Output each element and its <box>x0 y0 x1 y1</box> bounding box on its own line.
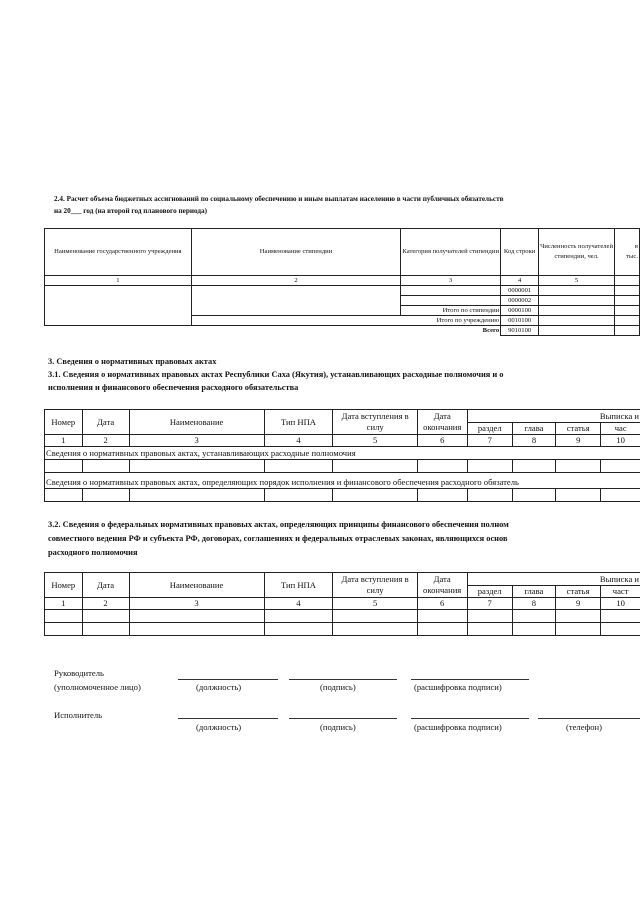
col-header-name: Наименование <box>129 573 264 598</box>
section-3-1-title: 3.1. Сведения о нормативных правовых актах Республики Саха (Якутия), устанавливающих расходные полномочия и о <box>48 370 504 379</box>
col-header-code: Код строки <box>501 229 539 276</box>
section-3-2-title-cont: совместного ведения РФ и субъекта РФ, договорах, соглашениях и федеральных отраслевых законах, являющихся основ <box>48 534 508 543</box>
grand-total-code: 9010100 <box>501 326 539 336</box>
col-number: 7 <box>467 435 512 447</box>
section-2-4-subtitle: на 20___ год (на второй год планового периода) <box>54 207 207 215</box>
head-decoding-line <box>411 679 529 680</box>
empty-cell <box>45 489 83 502</box>
col-header-effective: Дата вступления в силу <box>333 410 417 435</box>
col-header-section: раздел <box>467 423 512 435</box>
col-header-date: Дата <box>82 573 129 598</box>
total-stipend-label: Итого по стипендии <box>401 306 501 316</box>
empty-cell <box>264 623 333 636</box>
col-number: 6 <box>417 598 467 610</box>
col-header-stipend: Наименование стипендии <box>191 229 401 276</box>
empty-cell <box>264 489 333 502</box>
col-header-cut: в тыс. <box>614 229 639 276</box>
empty-cell <box>45 610 83 623</box>
col-header-end: Дата окончания <box>417 410 467 435</box>
head-label-2: (уполномоченное лицо) <box>54 682 141 692</box>
section-3-2-title: 3.2. Сведения о федеральных нормативных правовых актах, определяющих принципы финансового обеспечения полном <box>48 520 509 529</box>
row-code: 0000002 <box>501 296 539 306</box>
col-number: 1 <box>45 435 83 447</box>
col-number: 1 <box>45 598 83 610</box>
col-header-name: Наименование <box>129 410 264 435</box>
col-header-effective: Дата вступления в силу <box>333 573 417 598</box>
empty-cell <box>601 460 640 473</box>
col-number: 3 <box>129 435 264 447</box>
empty-cell <box>82 489 129 502</box>
total-institution-label: Итого по учреждению <box>191 316 500 326</box>
executor-decoding-caption: (расшифровка подписи) <box>414 722 502 732</box>
empty-cell <box>614 316 639 326</box>
col-number: 4 <box>501 276 539 286</box>
section-2-4-title: 2.4. Расчет объема бюджетных ассигнований по социальному обеспечению и иным выплатам населению в части публичных обязательств <box>54 195 504 203</box>
empty-cell <box>601 610 640 623</box>
empty-cell <box>539 286 615 296</box>
empty-cell <box>401 286 501 296</box>
col-header-type: Тип НПА <box>264 573 333 598</box>
col-header-section: раздел <box>467 586 512 598</box>
col-header-type: Тип НПА <box>264 410 333 435</box>
empty-cell <box>417 460 467 473</box>
col-number: 9 <box>555 598 600 610</box>
empty-cell <box>45 623 83 636</box>
grand-total-label: Всего <box>45 326 501 336</box>
col-header-institution: Наименование государственного учреждения <box>45 229 192 276</box>
head-label: Руководитель <box>54 668 104 678</box>
empty-cell <box>555 623 600 636</box>
executor-decoding-line <box>411 718 529 719</box>
empty-cell <box>614 286 639 296</box>
executor-phone-line <box>538 718 640 719</box>
empty-cell <box>129 610 264 623</box>
empty-cell <box>614 326 639 336</box>
col-header-number: Номер <box>45 410 83 435</box>
section-3-1-title-cont: исполнения и финансового обеспечения расходного обязательства <box>48 383 299 392</box>
col-header-extract: Выписка и <box>467 573 640 586</box>
col-header-number: Номер <box>45 573 83 598</box>
empty-cell <box>539 326 615 336</box>
empty-cell <box>401 296 501 306</box>
empty-cell <box>539 316 615 326</box>
col-number: 3 <box>401 276 501 286</box>
empty-cell <box>129 460 264 473</box>
executor-position-line <box>178 718 278 719</box>
col-header-count: Численность получателей стипендии, чел. <box>539 229 615 276</box>
col-number: 10 <box>601 598 640 610</box>
institution-cell <box>45 286 192 326</box>
regional-acts-table <box>44 409 640 502</box>
empty-cell <box>467 460 512 473</box>
head-position-line <box>178 679 278 680</box>
federal-acts-table <box>44 572 640 636</box>
col-number: 5 <box>333 435 417 447</box>
empty-cell <box>512 623 555 636</box>
empty-cell <box>556 460 601 473</box>
empty-cell <box>264 460 333 473</box>
col-number: 4 <box>264 598 333 610</box>
col-header-end: Дата окончания <box>417 573 467 598</box>
head-signature-caption: (подпись) <box>320 682 356 692</box>
col-header-category: Категория получателей стипендии <box>401 229 501 276</box>
empty-cell <box>614 296 639 306</box>
empty-cell <box>539 306 615 316</box>
empty-cell <box>129 489 264 502</box>
empty-cell <box>82 460 129 473</box>
empty-cell <box>417 610 467 623</box>
empty-cell <box>614 306 639 316</box>
executor-signature-line <box>289 718 397 719</box>
empty-cell <box>467 623 512 636</box>
col-header-part: част <box>601 586 640 598</box>
empty-cell <box>539 296 615 306</box>
col-header-article: статья <box>555 586 600 598</box>
group-row-procedure: Сведения о нормативных правовых актах, определяющих порядок исполнения и финансового обеспечения расходного обязатель <box>45 473 640 489</box>
total-institution-code: 0010100 <box>501 316 539 326</box>
executor-signature-caption: (подпись) <box>320 722 356 732</box>
col-number: 8 <box>512 435 555 447</box>
empty-cell <box>333 623 417 636</box>
empty-cell <box>556 489 601 502</box>
col-number: 5 <box>539 276 615 286</box>
total-stipend-code: 0000100 <box>501 306 539 316</box>
empty-cell <box>614 276 639 286</box>
empty-cell <box>45 460 83 473</box>
col-header-article: статья <box>556 423 601 435</box>
col-header-chapter: глава <box>512 423 555 435</box>
empty-cell <box>333 610 417 623</box>
executor-phone-caption: (телефон) <box>566 722 602 732</box>
stipend-cell <box>191 286 401 316</box>
section-3-2-title-end: расходного полномочия <box>48 548 138 557</box>
empty-cell <box>417 489 467 502</box>
col-number: 6 <box>417 435 467 447</box>
section-3-title: 3. Сведения о нормативных правовых актах <box>48 357 217 366</box>
row-code: 0000001 <box>501 286 539 296</box>
group-row-powers: Сведения о нормативных правовых актах, устанавливающих расходные полномочия <box>45 447 640 460</box>
empty-cell <box>467 489 512 502</box>
col-number: 8 <box>512 598 555 610</box>
empty-cell <box>555 610 600 623</box>
col-number: 2 <box>191 276 401 286</box>
empty-cell <box>467 610 512 623</box>
col-number: 2 <box>82 598 129 610</box>
executor-position-caption: (должность) <box>196 722 242 732</box>
empty-cell <box>264 610 333 623</box>
col-number: 2 <box>82 435 129 447</box>
head-position-caption: (должность) <box>196 682 242 692</box>
empty-cell <box>512 610 555 623</box>
col-number: 3 <box>129 598 264 610</box>
stipend-table <box>44 228 640 336</box>
head-signature-line <box>289 679 397 680</box>
empty-cell <box>82 623 129 636</box>
empty-cell <box>417 623 467 636</box>
head-decoding-caption: (расшифровка подписи) <box>414 682 502 692</box>
executor-label: Исполнитель <box>54 710 103 720</box>
empty-cell <box>129 623 264 636</box>
col-header-chapter: глава <box>512 586 555 598</box>
col-number: 1 <box>45 276 192 286</box>
empty-cell <box>601 623 640 636</box>
col-header-part: час <box>601 423 640 435</box>
col-number: 4 <box>264 435 333 447</box>
empty-cell <box>512 460 555 473</box>
col-header-extract: Выписка и <box>467 410 640 423</box>
col-number: 7 <box>467 598 512 610</box>
col-number: 9 <box>556 435 601 447</box>
empty-cell <box>512 489 555 502</box>
empty-cell <box>601 489 640 502</box>
col-number: 5 <box>333 598 417 610</box>
empty-cell <box>82 610 129 623</box>
empty-cell <box>333 489 417 502</box>
col-header-date: Дата <box>82 410 129 435</box>
empty-cell <box>333 460 417 473</box>
col-number: 10 <box>601 435 640 447</box>
